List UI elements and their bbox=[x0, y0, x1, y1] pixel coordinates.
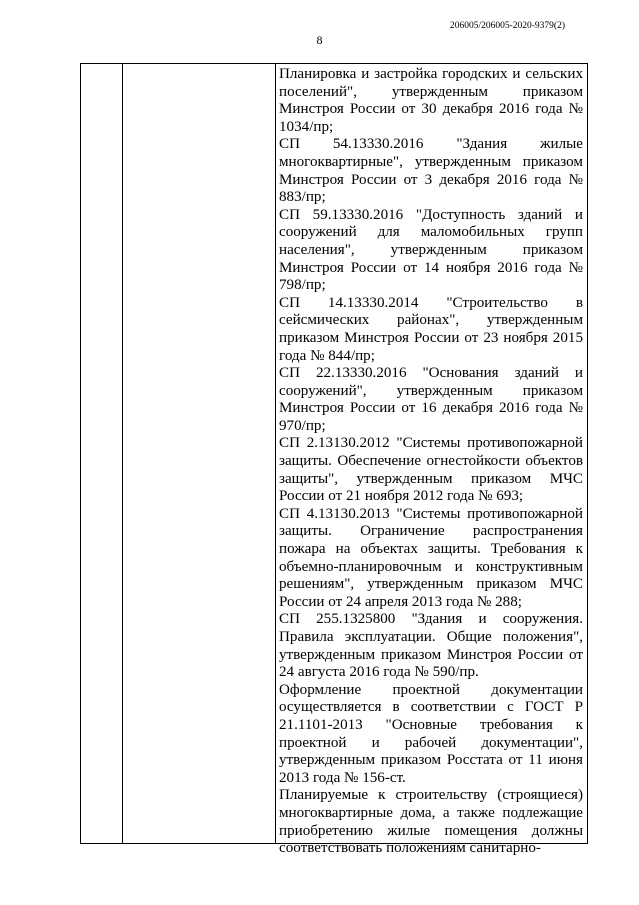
paragraph: Оформление проектной документации осуществляется в соответствии с ГОСТ Р 21.1101-2013 "Основные требования к проектной и рабочей документации", утвержденным приказом Росстата от 11 июня 2013 года № 156-ст. bbox=[279, 681, 583, 786]
column-divider bbox=[275, 64, 276, 843]
paragraph: Планируемые к строительству (строящиеся) многоквартирные дома, а также подлежащие приобретению жилые помещения должны соответствовать положениям санитарно- bbox=[279, 787, 583, 857]
column-divider bbox=[122, 64, 123, 843]
requirements-cell bbox=[279, 66, 583, 858]
document-id: 206005/206005-2020-9379(2) bbox=[449, 21, 565, 31]
paragraph: СП 54.13330.2016 "Здания жилые многоквартирные", утвержденным приказом Минстроя России от 3 декабря 2016 года № 883/пр; bbox=[279, 136, 583, 206]
paragraph: Планировка и застройка городских и сельских поселений", утвержденным приказом Минстроя России от 30 декабря 2016 года № 1034/пр; bbox=[279, 66, 583, 135]
page-number: 8 bbox=[316, 33, 323, 47]
table-frame bbox=[80, 63, 588, 857]
paragraph: СП 2.13130.2012 "Системы противопожарной защиты. Обеспечение огнестойкости объектов защиты", утвержденным приказом МЧС России от 21 ноября 2012 года № 693; bbox=[279, 435, 583, 505]
paragraph: СП 4.13130.2013 "Системы противопожарной защиты. Ограничение распространения пожара на объектах защиты. Требования к объемно-планировочным и конструктивным решениям", утвержденным приказом МЧС России от 24 апреля 2013 года № 288; bbox=[279, 505, 583, 610]
paragraph: СП 22.13330.2016 "Основания зданий и сооружений", утвержденным приказом Минстроя России от 16 декабря 2016 года № 970/пр; bbox=[279, 365, 583, 434]
paragraph: СП 14.13330.2014 "Строительство в сейсмических районах", утвержденным приказом Минстроя России от 23 ноября 2015 года № 844/пр; bbox=[279, 294, 583, 364]
paragraph: СП 59.13330.2016 "Доступность зданий и сооружений для маломобильных групп населения", утвержденным приказом Минстроя России от 14 ноября 2016 года № 798/пр; bbox=[279, 206, 583, 294]
paragraph: СП 255.1325800 "Здания и сооружения. Правила эксплуатации. Общие положения", утвержденным приказом Минстроя России от 24 августа 2016 года № 590/пр. bbox=[279, 611, 583, 681]
